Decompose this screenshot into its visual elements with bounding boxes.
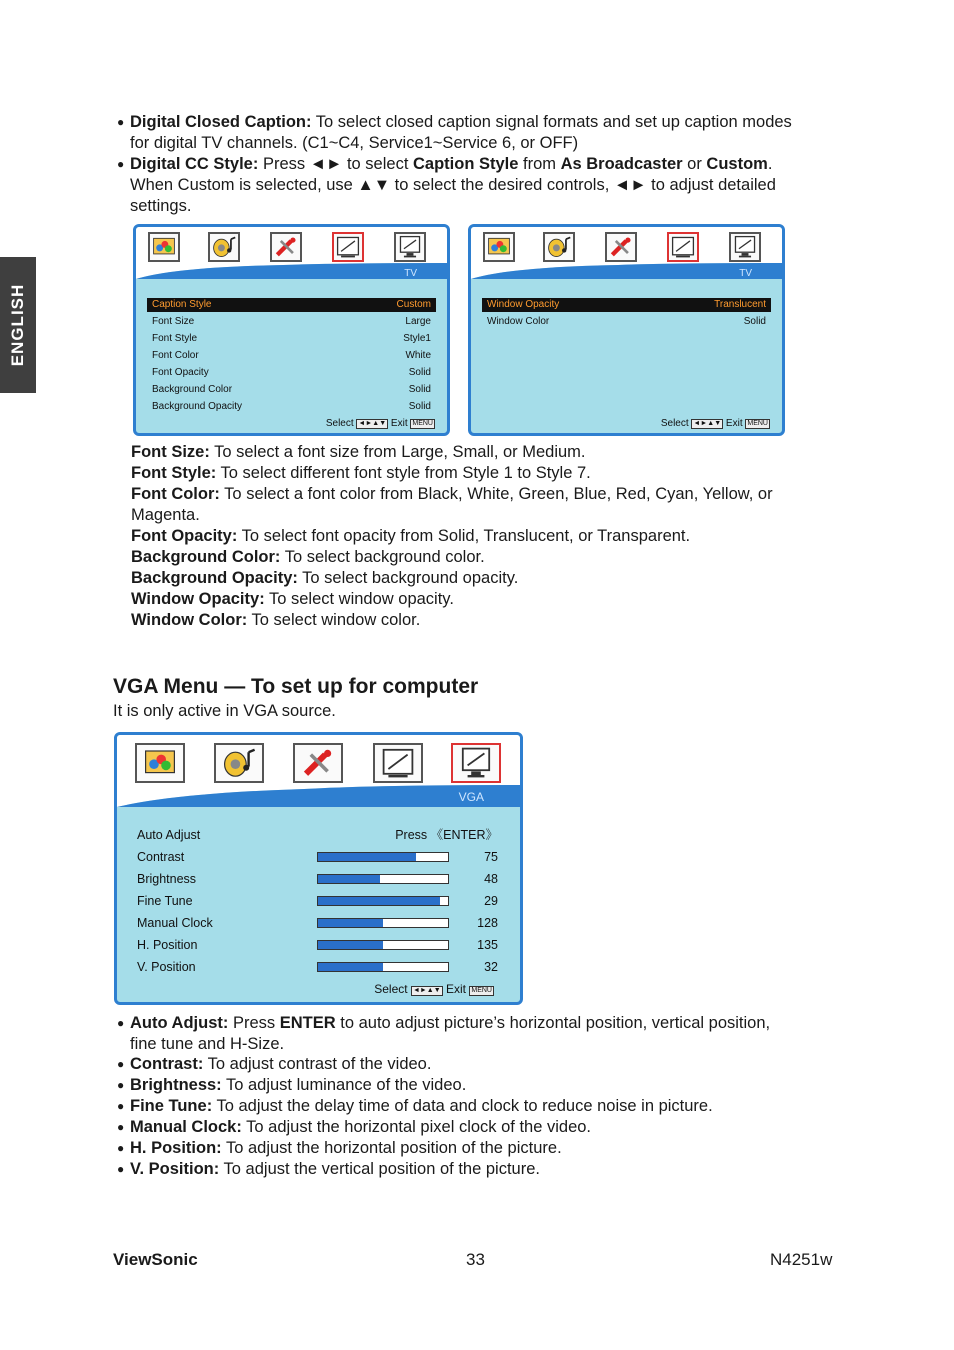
term: Digital Closed Caption: (130, 113, 312, 131)
menu-key-icon: MENU (412, 420, 433, 427)
row-value: 32 (484, 960, 498, 974)
tv-icon[interactable] (332, 232, 364, 262)
osd-caption-style-menu (133, 224, 450, 436)
bullet-item (117, 1117, 847, 1138)
osd-row[interactable] (147, 332, 436, 346)
level-bar-fill (318, 853, 416, 861)
level-bar-fill (318, 963, 383, 971)
row-label: H. Position (137, 938, 198, 952)
osd-row-auto-adjust (137, 826, 498, 844)
bullet-item (117, 1138, 847, 1159)
osd-source-label: VGA (458, 790, 484, 804)
tv-icon[interactable] (373, 743, 423, 783)
row-label: Brightness (137, 872, 197, 886)
description-line (131, 505, 851, 526)
description-line (131, 484, 851, 505)
text: . (767, 155, 773, 173)
vga-icon[interactable] (451, 743, 501, 783)
level-bar-fill (318, 919, 383, 927)
vga-icon[interactable] (394, 232, 426, 262)
row-label: Background Opacity (152, 401, 243, 412)
osd-row[interactable] (137, 958, 498, 976)
level-bar[interactable] (317, 918, 449, 928)
description-text: To select background opacity. (297, 569, 519, 587)
row-value: 135 (477, 938, 498, 952)
bullet-item (117, 1013, 847, 1055)
row-value: Press 《ENTER》 (395, 828, 498, 842)
setup-icon[interactable] (293, 743, 343, 783)
menu-key-icon: MENU (747, 420, 768, 427)
bullet-dot: ● (117, 1078, 125, 1092)
bullet-dot: ● (117, 1141, 125, 1155)
osd-row[interactable] (147, 383, 436, 397)
row-value: Custom (396, 299, 431, 310)
description-term: Window Color: (131, 611, 248, 629)
description-term: Font Size: (131, 443, 210, 461)
vga-menu-heading: VGA Menu — To set up for computer (113, 675, 479, 698)
row-label: Background Color (152, 384, 233, 395)
audio-icon[interactable] (543, 232, 575, 262)
bullet-text: ENTER (279, 1014, 336, 1032)
osd-row[interactable] (137, 936, 498, 954)
text: or (682, 155, 707, 173)
bullet-digital-cc-style: ● Digital CC Style: Press ◄► to select Caption Style from As Broadcaster or Custom. When Custom is selected, use ▲▼ to select the desired controls, ◄► to adjust detailed settings. (117, 154, 847, 217)
bullet-dot: ● (117, 1016, 125, 1030)
row-label: Font Color (152, 350, 199, 361)
description-line (131, 547, 851, 568)
row-value: Solid (408, 401, 431, 412)
nav-keys-icon: ◄►▲▼ (358, 420, 387, 427)
row-value: 128 (477, 916, 498, 930)
vga-icon[interactable] (729, 232, 761, 262)
row-label: Manual Clock (137, 916, 213, 930)
bullet-text: Press (228, 1014, 280, 1032)
audio-icon[interactable] (208, 232, 240, 262)
bullet-text: To adjust luminance of the video. (221, 1076, 467, 1094)
osd-footer (326, 418, 435, 429)
setup-icon[interactable] (605, 232, 637, 262)
description-term: Window Opacity: (131, 590, 265, 608)
bullet-term: H. Position: (130, 1139, 222, 1157)
language-tab-label: ENGLISH (8, 283, 27, 367)
description-text: To select a font size from Large, Small, or Medium. (209, 443, 586, 461)
description-line (131, 589, 851, 610)
description-text: To select font opacity from Solid, Translucent, or Transparent. (237, 527, 691, 545)
row-label: Window Opacity (487, 299, 560, 310)
row-label: Fine Tune (137, 894, 193, 908)
bullet-item (117, 1096, 847, 1117)
term-caption-style: Caption Style (412, 155, 519, 173)
level-bar[interactable] (317, 940, 449, 950)
bullet-term: Fine Tune: (130, 1097, 213, 1115)
osd-source-label: TV (404, 268, 417, 279)
text: from (518, 155, 561, 173)
bullet-dot: ● (117, 1099, 125, 1113)
bullet-text-cont: fine tune and H-Size. (130, 1035, 285, 1053)
osd-row[interactable] (147, 315, 436, 329)
row-value: Style1 (403, 333, 431, 344)
bullet-term: Manual Clock: (130, 1118, 242, 1136)
osd-row[interactable] (482, 315, 771, 329)
setup-icon[interactable] (270, 232, 302, 262)
bullet-term: V. Position: (130, 1160, 220, 1178)
nav-keys-icon: ◄►▲▼ (693, 420, 722, 427)
bullet-term: Auto Adjust: (130, 1014, 229, 1032)
description-term: Font Opacity: (131, 527, 238, 545)
row-value: Solid (743, 316, 766, 327)
osd-row[interactable] (137, 892, 498, 910)
description-text: To select different font style from Style 1 to Style 7. (216, 464, 591, 482)
row-value: Solid (408, 367, 431, 378)
description-text: To select window color. (247, 611, 421, 629)
vga-menu-subtitle: It is only active in VGA source. (113, 702, 336, 720)
language-tab (0, 257, 36, 393)
term: Digital CC Style: (130, 155, 259, 173)
description-text: Magenta. (131, 506, 200, 524)
description-line (131, 526, 851, 547)
description-line (131, 568, 851, 589)
select-label: Select (325, 418, 354, 429)
level-bar[interactable] (317, 874, 449, 884)
term-custom: Custom (706, 155, 768, 173)
description-term: Font Color: (131, 485, 220, 503)
text-cont: settings. (130, 197, 192, 215)
osd-window-menu (468, 224, 785, 436)
exit-label: Exit (390, 418, 408, 429)
osd-row[interactable] (137, 870, 498, 888)
level-bar[interactable] (317, 962, 449, 972)
description-text: To select background color. (280, 548, 485, 566)
setting-descriptions (131, 442, 851, 631)
bullet-text: to auto adjust picture’s horizontal position, vertical position, (335, 1014, 771, 1032)
description-line (131, 610, 851, 631)
level-bar-fill (318, 897, 440, 905)
osd-row[interactable] (147, 298, 436, 312)
bullet-text: To adjust contrast of the video. (203, 1055, 432, 1073)
nav-keys-icon: ◄►▲▼ (412, 987, 441, 994)
level-bar-fill (318, 941, 383, 949)
footer-brand: ViewSonic (113, 1250, 198, 1269)
audio-icon[interactable] (214, 743, 264, 783)
picture-icon[interactable] (135, 743, 185, 783)
text-cont: When Custom is selected, use ▲▼ to select the desired controls, ◄► to adjust detailed (130, 176, 776, 194)
description-text: To select a font color from Black, White, Green, Blue, Red, Cyan, Yellow, or (219, 485, 773, 503)
osd-vga-menu (114, 732, 523, 1005)
picture-icon[interactable] (148, 232, 180, 262)
row-label: Font Style (152, 333, 198, 344)
row-value: 48 (484, 872, 498, 886)
description-term: Background Color: (131, 548, 281, 566)
exit-label: Exit (725, 418, 743, 429)
bullet-item (117, 1159, 847, 1180)
description-term: Background Opacity: (131, 569, 298, 587)
bullet-dot: ● (117, 1162, 125, 1176)
row-label: V. Position (137, 960, 196, 974)
picture-icon[interactable] (483, 232, 515, 262)
menu-key-icon: MENU (471, 987, 492, 994)
level-bar[interactable] (317, 852, 449, 862)
osd-row[interactable] (482, 298, 771, 312)
description-line (131, 442, 851, 463)
exit-label: Exit (446, 982, 467, 996)
bullet-text: To adjust the vertical position of the picture. (219, 1160, 540, 1178)
row-label: Contrast (137, 850, 185, 864)
select-label: Select (660, 418, 689, 429)
osd-row[interactable] (147, 400, 436, 414)
bullet-item (117, 1075, 847, 1096)
row-label: Window Color (487, 316, 550, 327)
description-text: To select window opacity. (264, 590, 454, 608)
tv-icon[interactable] (667, 232, 699, 262)
bullet-text: To adjust the delay time of data and clock to reduce noise in picture. (212, 1097, 713, 1115)
osd-source-label: TV (739, 268, 752, 279)
osd-row[interactable] (137, 914, 498, 932)
osd-footer (374, 982, 494, 996)
osd-row[interactable] (147, 366, 436, 380)
row-label: Auto Adjust (137, 828, 201, 842)
term-as-broadcaster: As Broadcaster (560, 155, 683, 173)
footer-page-number: 33 (466, 1250, 485, 1269)
bullet-dot: ● (117, 1057, 125, 1071)
row-value: Large (405, 316, 431, 327)
bullet-term: Contrast: (130, 1055, 204, 1073)
osd-row[interactable] (137, 848, 498, 866)
text: To select closed caption signal formats and set up caption modes (311, 113, 792, 131)
bullet-text: To adjust the horizontal position of the picture. (221, 1139, 562, 1157)
level-bar-fill (318, 875, 380, 883)
row-label: Font Size (152, 316, 195, 327)
row-value: 29 (484, 894, 498, 908)
row-value: White (405, 350, 431, 361)
text-cont: for digital TV channels. (C1~C4, Service1~Service 6, or OFF) (130, 134, 579, 152)
description-line (131, 463, 851, 484)
row-label: Caption Style (152, 299, 212, 310)
osd-footer (661, 418, 770, 429)
select-label: Select (374, 982, 408, 996)
row-label: Font Opacity (152, 367, 209, 378)
osd-row[interactable] (147, 349, 436, 363)
bullet-dot: ● (117, 1120, 125, 1134)
description-term: Font Style: (131, 464, 217, 482)
bullet-text: To adjust the horizontal pixel clock of the video. (241, 1118, 592, 1136)
bullet-digital-closed-caption: ● Digital Closed Caption: To select closed caption signal formats and set up caption modes for digital TV channels. (C1~C4, Service1~Service 6, or OFF) (117, 112, 847, 154)
footer-model: N4251w (770, 1250, 833, 1269)
row-value: Translucent (714, 299, 766, 310)
bullet-term: Brightness: (130, 1076, 222, 1094)
text: Press ◄► to select (258, 155, 413, 173)
row-value: 75 (484, 850, 498, 864)
bullet-item (117, 1054, 847, 1075)
row-value: Solid (408, 384, 431, 395)
level-bar[interactable] (317, 896, 449, 906)
